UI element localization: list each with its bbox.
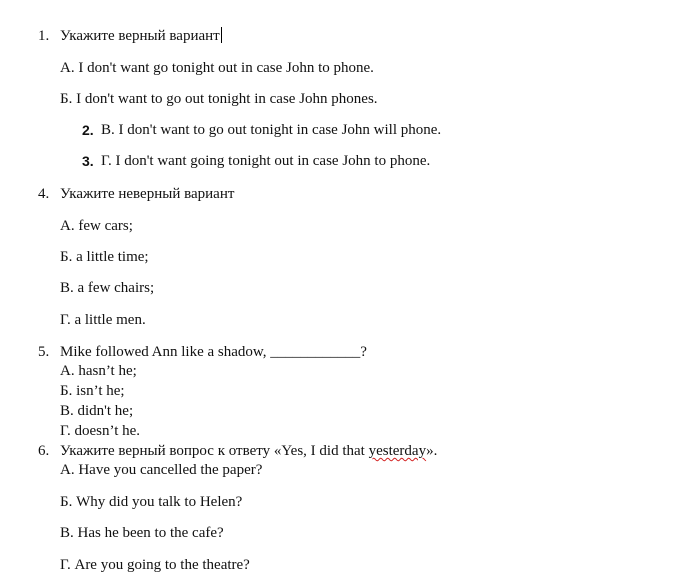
question-4-option-c: В. a few chairs; bbox=[60, 280, 155, 296]
question-4-prompt: Укажите неверный вариант bbox=[60, 186, 235, 202]
question-2-option: В. I don't want to go out tonight in case John will phone. bbox=[101, 122, 442, 138]
question-3-number: 3. bbox=[82, 153, 94, 169]
question-5-option-c: В. didn't he; bbox=[60, 403, 134, 419]
question-6-option-d: Г. Are you going to the theatre? bbox=[60, 557, 250, 573]
question-1-prompt-text: Укажите верный вариант bbox=[60, 28, 220, 44]
question-2-number: 2. bbox=[82, 122, 94, 138]
question-5-number: 5. bbox=[38, 344, 50, 360]
question-6-option-a: А. Have you cancelled the paper? bbox=[60, 462, 263, 478]
question-4-option-a: А. few cars; bbox=[60, 218, 133, 234]
question-6-prompt bbox=[60, 442, 437, 460]
question-6-prompt-start: Укажите верный вопрос к ответу «Yes, I did that bbox=[60, 443, 369, 459]
question-6-option-b: Б. Why did you talk to Helen? bbox=[60, 494, 243, 510]
question-4-number: 4. bbox=[38, 186, 50, 202]
text-cursor bbox=[221, 27, 222, 43]
question-6-number: 6. bbox=[38, 443, 50, 459]
question-1-option-b: Б. I don't want to go out tonight in case John phones. bbox=[60, 91, 378, 107]
question-5-option-b: Б. isn’t he; bbox=[60, 383, 125, 399]
question-5-option-a: А. hasn’t he; bbox=[60, 363, 137, 379]
question-5-prompt: Mike followed Ann like a shadow, ____________? bbox=[60, 344, 367, 360]
question-3-option: Г. I don't want going tonight out in case John to phone. bbox=[101, 153, 431, 169]
spellcheck-flagged-word[interactable]: yesterday bbox=[368, 443, 427, 459]
question-1-number: 1. bbox=[38, 28, 50, 44]
question-1-option-a: А. I don't want go tonight out in case John to phone. bbox=[60, 60, 374, 76]
question-6-option-c: В. Has he been to the cafe? bbox=[60, 525, 224, 541]
question-4-option-d: Г. a little men. bbox=[60, 312, 146, 328]
question-5-option-d: Г. doesn’t he. bbox=[60, 423, 141, 439]
question-4-option-b: Б. a little time; bbox=[60, 249, 149, 265]
question-1-prompt[interactable] bbox=[60, 27, 222, 45]
question-6-prompt-end: ». bbox=[426, 443, 438, 459]
